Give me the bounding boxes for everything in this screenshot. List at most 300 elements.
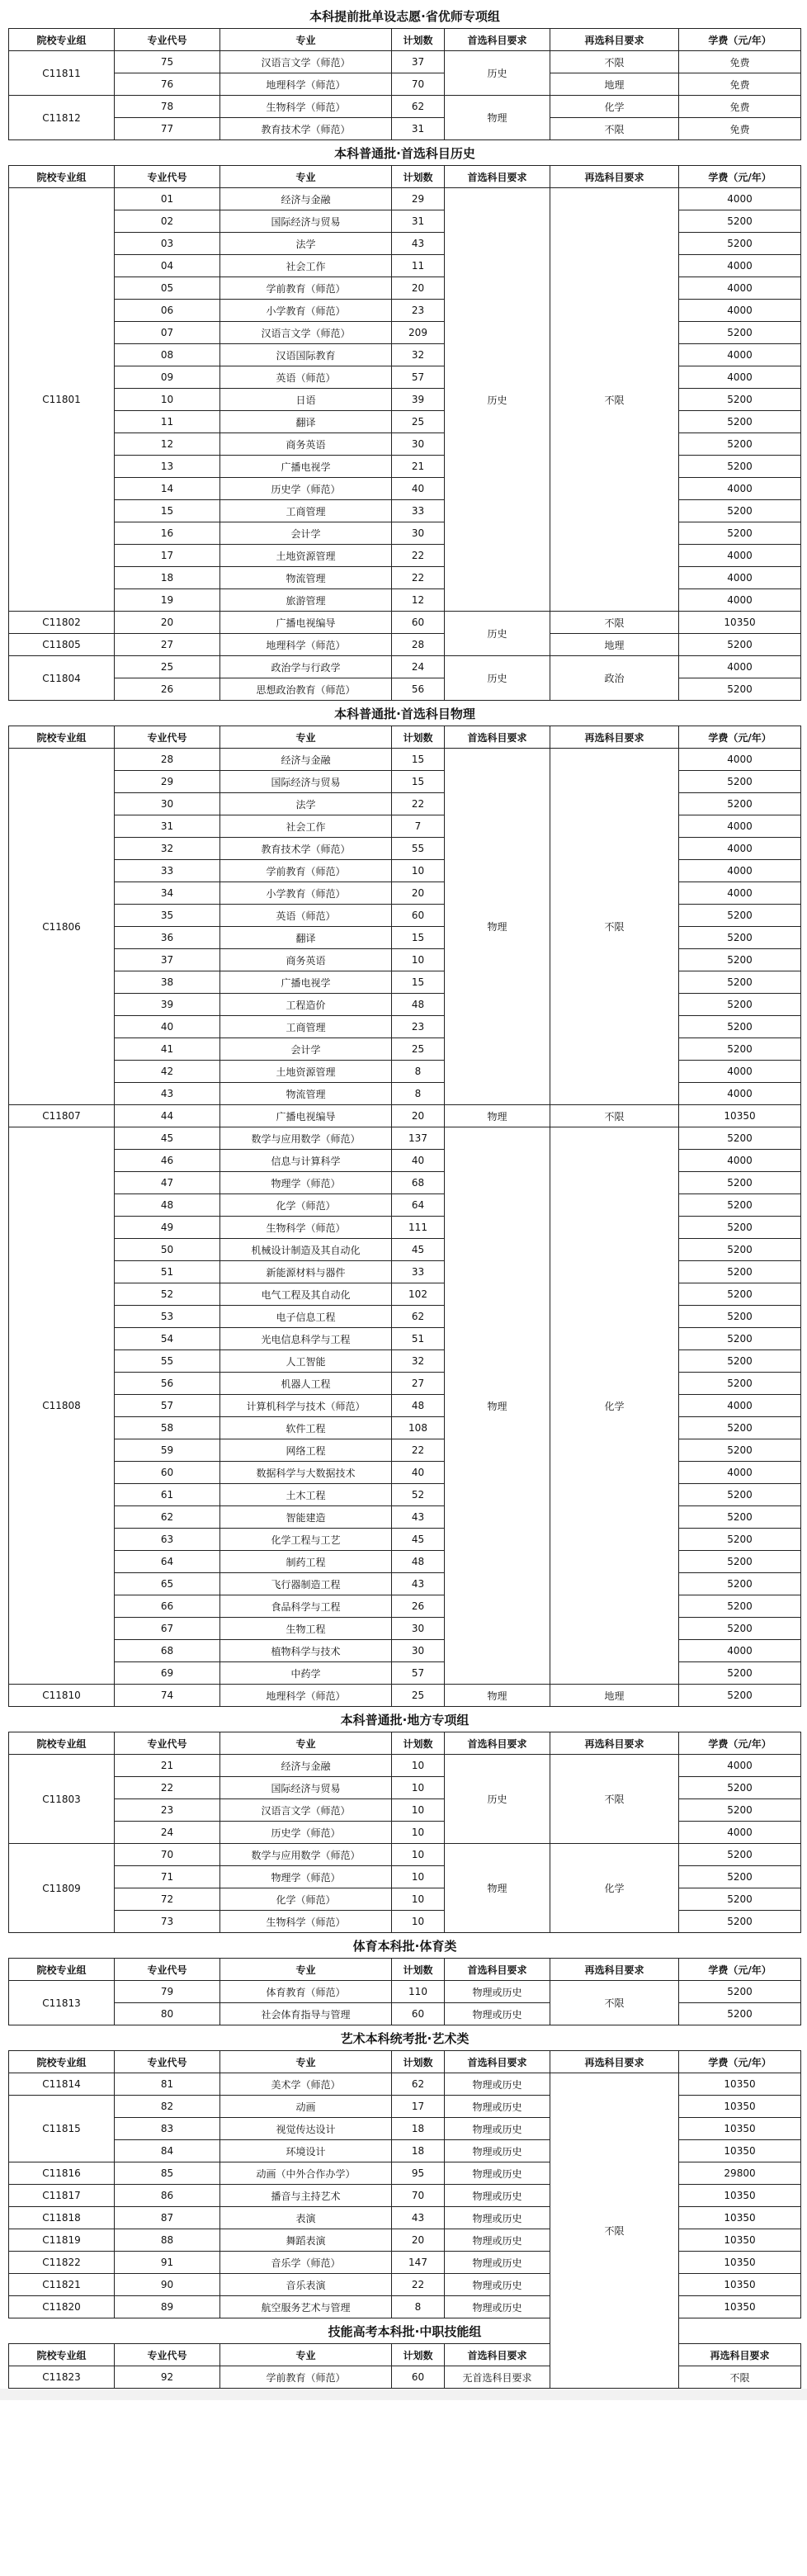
header-first-subject: 首选科目要求 [445, 1959, 550, 1981]
major-code-cell: 91 [115, 2252, 220, 2274]
major-code-cell: 12 [115, 433, 220, 456]
table-row [9, 1462, 801, 1484]
tuition-cell: 5200 [679, 1506, 801, 1529]
section-title-row [9, 1707, 801, 1732]
major-code-cell: 15 [115, 500, 220, 522]
major-name-cell: 汉语国际教育 [220, 344, 392, 366]
table-row [9, 1439, 801, 1462]
major-name-cell: 政治学与行政学 [220, 656, 392, 678]
major-code-cell: 49 [115, 1217, 220, 1239]
table-row [9, 500, 801, 522]
plan-count-cell: 108 [392, 1417, 445, 1439]
tuition-cell: 5200 [679, 1261, 801, 1283]
table-row [9, 1551, 801, 1573]
major-code-cell: 54 [115, 1328, 220, 1350]
major-name-cell: 生物工程 [220, 1618, 392, 1640]
tuition-cell: 5200 [679, 210, 801, 233]
plan-count-cell: 40 [392, 1150, 445, 1172]
second-subject-cell: 不限 [550, 749, 679, 1105]
tuition-cell: 5200 [679, 1127, 801, 1150]
tuition-cell: 5200 [679, 1866, 801, 1888]
section-title-row [9, 3, 801, 29]
table-row [9, 522, 801, 545]
second-subject-cell: 不限 [679, 2366, 801, 2389]
first-subject-cell: 历史 [445, 656, 550, 701]
major-name-cell: 表演 [220, 2207, 392, 2229]
table-row [9, 1640, 801, 1662]
major-code-cell: 32 [115, 838, 220, 860]
tuition-cell: 4000 [679, 366, 801, 389]
major-code-cell: 81 [115, 2073, 220, 2096]
header-first-subject: 首选科目要求 [445, 726, 550, 749]
major-name-cell: 广播电视编导 [220, 1105, 392, 1127]
major-name-cell: 化学（师范） [220, 1888, 392, 1911]
table-row [9, 1755, 801, 1777]
major-name-cell: 新能源材料与器件 [220, 1261, 392, 1283]
major-name-cell: 智能建造 [220, 1506, 392, 1529]
first-subject-cell: 物理或历史 [445, 2185, 550, 2207]
major-name-cell: 物流管理 [220, 1083, 392, 1105]
tuition-cell: 10350 [679, 2118, 801, 2140]
tuition-cell: 5200 [679, 634, 801, 656]
plan-count-cell: 62 [392, 1306, 445, 1328]
major-code-cell: 41 [115, 1038, 220, 1061]
major-name-cell: 商务英语 [220, 949, 392, 971]
major-code-cell: 48 [115, 1194, 220, 1217]
header-second-subject: 再选科目要求 [550, 726, 679, 749]
table-row [9, 1350, 801, 1373]
header-group-code: 院校专业组 [9, 1959, 115, 1981]
major-code-cell: 10 [115, 389, 220, 411]
tuition-cell: 4000 [679, 1150, 801, 1172]
header-tuition: 学费（元/年） [679, 726, 801, 749]
table-row [9, 255, 801, 277]
major-name-cell: 植物科学与技术 [220, 1640, 392, 1662]
plan-count-cell: 8 [392, 1061, 445, 1083]
first-subject-cell: 物理或历史 [445, 2274, 550, 2296]
header-major-code: 专业代号 [115, 2344, 220, 2366]
table-row [9, 971, 801, 994]
major-name-cell: 英语（师范） [220, 366, 392, 389]
major-name-cell: 网络工程 [220, 1439, 392, 1462]
tuition-cell: 4000 [679, 300, 801, 322]
table-row [9, 1016, 801, 1038]
major-code-cell: 35 [115, 905, 220, 927]
tuition-cell: 5200 [679, 1618, 801, 1640]
second-subject-cell: 不限 [550, 2073, 679, 2389]
major-code-cell: 61 [115, 1484, 220, 1506]
plan-count-cell: 57 [392, 366, 445, 389]
major-name-cell: 地理科学（师范） [220, 73, 392, 96]
table-row [9, 2162, 801, 2185]
plan-count-cell: 26 [392, 1595, 445, 1618]
second-subject-cell: 地理 [550, 73, 679, 96]
plan-count-cell: 60 [392, 905, 445, 927]
table-row [9, 2207, 801, 2229]
table-row [9, 2274, 801, 2296]
plan-count-cell: 20 [392, 1105, 445, 1127]
tuition-cell: 4000 [679, 838, 801, 860]
tuition-cell: 5200 [679, 905, 801, 927]
table-row [9, 210, 801, 233]
plan-count-cell: 20 [392, 277, 445, 300]
plan-count-cell: 147 [392, 2252, 445, 2274]
major-name-cell: 飞行器制造工程 [220, 1573, 392, 1595]
tuition-cell: 5200 [679, 1350, 801, 1373]
plan-count-cell: 52 [392, 1484, 445, 1506]
plan-count-cell: 10 [392, 1911, 445, 1933]
tuition-cell: 5200 [679, 411, 801, 433]
plan-count-cell: 48 [392, 1551, 445, 1573]
group-code-cell: C11802 [9, 612, 115, 634]
plan-count-cell: 111 [392, 1217, 445, 1239]
tuition-cell: 10350 [679, 2207, 801, 2229]
table-row [9, 1194, 801, 1217]
major-name-cell: 工商管理 [220, 500, 392, 522]
major-code-cell: 37 [115, 949, 220, 971]
plan-count-cell: 43 [392, 233, 445, 255]
major-code-cell: 33 [115, 860, 220, 882]
major-code-cell: 18 [115, 567, 220, 589]
plan-count-cell: 60 [392, 2366, 445, 2389]
major-code-cell: 83 [115, 2118, 220, 2140]
table-row [9, 927, 801, 949]
table-row [9, 771, 801, 793]
tuition-cell: 5200 [679, 1981, 801, 2003]
major-code-cell: 40 [115, 1016, 220, 1038]
tuition-cell: 10350 [679, 1105, 801, 1127]
tuition-cell: 5200 [679, 971, 801, 994]
tuition-cell: 4000 [679, 1395, 801, 1417]
plan-count-cell: 102 [392, 1283, 445, 1306]
table-row [9, 1239, 801, 1261]
major-code-cell: 64 [115, 1551, 220, 1573]
major-name-cell: 生物科学（师范） [220, 1911, 392, 1933]
table-row [9, 433, 801, 456]
header-major-code: 专业代号 [115, 1959, 220, 1981]
tuition-cell: 4000 [679, 1083, 801, 1105]
major-code-cell: 75 [115, 51, 220, 73]
major-code-cell: 03 [115, 233, 220, 255]
header-row [9, 2344, 801, 2366]
major-code-cell: 38 [115, 971, 220, 994]
plan-count-cell: 68 [392, 1172, 445, 1194]
section-title: 本科普通批·首选科目物理 [334, 706, 475, 721]
plan-count-cell: 56 [392, 678, 445, 701]
plan-count-cell: 57 [392, 1662, 445, 1685]
major-code-cell: 01 [115, 188, 220, 210]
header-plan-count: 计划数 [392, 29, 445, 51]
plan-count-cell: 62 [392, 2073, 445, 2096]
tuition-cell: 4000 [679, 656, 801, 678]
group-code-cell: C11822 [9, 2252, 115, 2274]
plan-count-cell: 33 [392, 1261, 445, 1283]
plan-count-cell: 27 [392, 1373, 445, 1395]
plan-count-cell: 20 [392, 2229, 445, 2252]
table-row [9, 612, 801, 634]
plan-count-cell: 10 [392, 860, 445, 882]
header-first-subject: 首选科目要求 [445, 1732, 550, 1755]
major-code-cell: 69 [115, 1662, 220, 1685]
plan-count-cell: 24 [392, 656, 445, 678]
second-subject-cell: 不限 [550, 1981, 679, 2025]
second-subject-cell: 化学 [550, 1127, 679, 1685]
major-code-cell: 67 [115, 1618, 220, 1640]
plan-count-cell: 23 [392, 1016, 445, 1038]
header-plan-count: 计划数 [392, 2344, 445, 2366]
tuition-cell: 5200 [679, 1573, 801, 1595]
major-name-cell: 历史学（师范） [220, 478, 392, 500]
table-row [9, 1777, 801, 1799]
plan-count-cell: 25 [392, 411, 445, 433]
table-row [9, 860, 801, 882]
major-name-cell: 广播电视学 [220, 456, 392, 478]
major-code-cell: 14 [115, 478, 220, 500]
tuition-cell: 5200 [679, 1038, 801, 1061]
first-subject-cell: 物理 [445, 1844, 550, 1933]
table-row [9, 793, 801, 815]
tuition-cell: 5200 [679, 1239, 801, 1261]
plan-count-cell: 40 [392, 1462, 445, 1484]
tuition-cell: 4000 [679, 1822, 801, 1844]
major-name-cell: 中药学 [220, 1662, 392, 1685]
major-name-cell: 视觉传达设计 [220, 2118, 392, 2140]
table-row [9, 96, 801, 118]
section-title-row [9, 140, 801, 166]
group-code-cell: C11806 [9, 749, 115, 1105]
plan-count-cell: 39 [392, 389, 445, 411]
table-row [9, 2073, 801, 2096]
group-code-cell: C11815 [9, 2096, 115, 2162]
major-name-cell: 舞蹈表演 [220, 2229, 392, 2252]
major-name-cell: 翻译 [220, 927, 392, 949]
major-code-cell: 27 [115, 634, 220, 656]
tuition-cell: 5200 [679, 1016, 801, 1038]
major-code-cell: 80 [115, 2003, 220, 2025]
table-row [9, 277, 801, 300]
table-row [9, 51, 801, 73]
major-code-cell: 24 [115, 1822, 220, 1844]
tuition-cell: 4000 [679, 344, 801, 366]
tuition-cell: 5200 [679, 1439, 801, 1462]
tuition-cell: 5200 [679, 456, 801, 478]
major-code-cell: 39 [115, 994, 220, 1016]
tuition-cell: 5200 [679, 1799, 801, 1822]
header-second-subject: 再选科目要求 [550, 29, 679, 51]
major-code-cell: 05 [115, 277, 220, 300]
major-code-cell: 60 [115, 1462, 220, 1484]
first-subject-cell: 物理或历史 [445, 2140, 550, 2162]
table-row [9, 1061, 801, 1083]
plan-count-cell: 22 [392, 567, 445, 589]
major-code-cell: 70 [115, 1844, 220, 1866]
major-name-cell: 制药工程 [220, 1551, 392, 1573]
major-code-cell: 26 [115, 678, 220, 701]
plan-count-cell: 10 [392, 1822, 445, 1844]
tuition-cell: 4000 [679, 277, 801, 300]
major-name-cell: 汉语言文学（师范） [220, 1799, 392, 1822]
table-row [9, 1217, 801, 1239]
table-row [9, 749, 801, 771]
tuition-cell: 5200 [679, 1529, 801, 1551]
table-row [9, 344, 801, 366]
first-subject-cell: 物理或历史 [445, 2073, 550, 2096]
major-name-cell: 软件工程 [220, 1417, 392, 1439]
tuition-cell: 5200 [679, 1194, 801, 1217]
major-code-cell: 58 [115, 1417, 220, 1439]
major-name-cell: 商务英语 [220, 433, 392, 456]
second-subject-cell: 不限 [550, 188, 679, 612]
tuition-cell: 4000 [679, 188, 801, 210]
major-code-cell: 86 [115, 2185, 220, 2207]
major-code-cell: 77 [115, 118, 220, 140]
table-row [9, 2366, 801, 2389]
table-row [9, 300, 801, 322]
header-major-code: 专业代号 [115, 2051, 220, 2073]
plan-count-cell: 22 [392, 545, 445, 567]
tuition-cell: 4000 [679, 815, 801, 838]
major-name-cell: 土地资源管理 [220, 545, 392, 567]
plan-count-cell: 45 [392, 1239, 445, 1261]
major-code-cell: 84 [115, 2140, 220, 2162]
major-code-cell: 28 [115, 749, 220, 771]
table-row [9, 2096, 801, 2118]
plan-count-cell: 43 [392, 1573, 445, 1595]
major-code-cell: 53 [115, 1306, 220, 1328]
group-code-cell: C11804 [9, 656, 115, 701]
group-code-cell: C11812 [9, 96, 115, 140]
major-code-cell: 31 [115, 815, 220, 838]
major-name-cell: 经济与金融 [220, 188, 392, 210]
major-code-cell: 11 [115, 411, 220, 433]
table-row [9, 456, 801, 478]
table-row [9, 366, 801, 389]
major-name-cell: 土木工程 [220, 1484, 392, 1506]
major-code-cell: 45 [115, 1127, 220, 1150]
group-code-cell: C11819 [9, 2229, 115, 2252]
table-row [9, 1150, 801, 1172]
header-second-subject: 再选科目要求 [550, 166, 679, 188]
plan-count-cell: 10 [392, 1866, 445, 1888]
plan-count-cell: 30 [392, 522, 445, 545]
major-name-cell: 工程造价 [220, 994, 392, 1016]
major-code-cell: 68 [115, 1640, 220, 1662]
plan-count-cell: 209 [392, 322, 445, 344]
tuition-cell: 5200 [679, 1911, 801, 1933]
tuition-cell: 4000 [679, 882, 801, 905]
tuition-cell: 5200 [679, 1172, 801, 1194]
plan-count-cell: 7 [392, 815, 445, 838]
header-row [9, 726, 801, 749]
group-code-cell: C11823 [9, 2366, 115, 2389]
tuition-cell: 5200 [679, 1306, 801, 1328]
major-code-cell: 55 [115, 1350, 220, 1373]
major-code-cell: 57 [115, 1395, 220, 1417]
tuition-cell: 免费 [679, 73, 801, 96]
major-name-cell: 国际经济与贸易 [220, 771, 392, 793]
header-group-code: 院校专业组 [9, 29, 115, 51]
section-title-row [9, 1933, 801, 1959]
table-row [9, 589, 801, 612]
header-group-code: 院校专业组 [9, 2051, 115, 2073]
major-code-cell: 78 [115, 96, 220, 118]
major-name-cell: 会计学 [220, 1038, 392, 1061]
plan-count-cell: 30 [392, 433, 445, 456]
major-name-cell: 社会工作 [220, 255, 392, 277]
table-row [9, 1662, 801, 1685]
header-tuition: 学费（元/年） [679, 1959, 801, 1981]
major-name-cell: 国际经济与贸易 [220, 1777, 392, 1799]
major-code-cell: 17 [115, 545, 220, 567]
tuition-cell: 5200 [679, 1888, 801, 1911]
tuition-cell: 4000 [679, 1061, 801, 1083]
tuition-cell: 免费 [679, 118, 801, 140]
table-row [9, 2185, 801, 2207]
tuition-cell: 4000 [679, 567, 801, 589]
table-row [9, 1529, 801, 1551]
first-subject-cell: 物理或历史 [445, 2207, 550, 2229]
plan-count-cell: 70 [392, 2185, 445, 2207]
group-code-cell: C11811 [9, 51, 115, 96]
major-name-cell: 汉语言文学（师范） [220, 322, 392, 344]
major-code-cell: 56 [115, 1373, 220, 1395]
plan-count-cell: 22 [392, 793, 445, 815]
group-code-cell: C11810 [9, 1685, 115, 1707]
tuition-cell: 10350 [679, 2073, 801, 2096]
first-subject-cell: 物理 [445, 96, 550, 140]
major-code-cell: 43 [115, 1083, 220, 1105]
major-name-cell: 信息与计算科学 [220, 1150, 392, 1172]
tuition-cell: 29800 [679, 2162, 801, 2185]
major-name-cell: 小学教育（师范） [220, 882, 392, 905]
major-name-cell: 广播电视编导 [220, 612, 392, 634]
table-row [9, 2252, 801, 2274]
major-name-cell: 广播电视学 [220, 971, 392, 994]
first-subject-cell: 物理或历史 [445, 2118, 550, 2140]
table-row [9, 2296, 801, 2318]
plan-count-cell: 15 [392, 771, 445, 793]
plan-count-cell: 11 [392, 255, 445, 277]
header-major-code: 专业代号 [115, 726, 220, 749]
header-tuition: 学费（元/年） [679, 2051, 801, 2073]
plan-count-cell: 95 [392, 2162, 445, 2185]
table-row [9, 233, 801, 255]
major-code-cell: 44 [115, 1105, 220, 1127]
major-code-cell: 65 [115, 1573, 220, 1595]
major-name-cell: 日语 [220, 389, 392, 411]
header-major: 专业 [220, 1732, 392, 1755]
first-subject-cell: 物理或历史 [445, 2162, 550, 2185]
group-code-cell: C11821 [9, 2274, 115, 2296]
second-subject-cell: 地理 [550, 1685, 679, 1707]
plan-count-cell: 29 [392, 188, 445, 210]
group-code-cell: C11813 [9, 1981, 115, 2025]
plan-count-cell: 15 [392, 971, 445, 994]
major-name-cell: 学前教育（师范） [220, 860, 392, 882]
tuition-cell: 5200 [679, 1844, 801, 1866]
second-subject-cell: 不限 [550, 612, 679, 634]
plan-count-cell: 30 [392, 1640, 445, 1662]
header-plan-count: 计划数 [392, 2051, 445, 2073]
tuition-cell: 10350 [679, 2274, 801, 2296]
major-name-cell: 旅游管理 [220, 589, 392, 612]
major-code-cell: 90 [115, 2274, 220, 2296]
header-first-subject: 首选科目要求 [445, 2344, 550, 2366]
header-row [9, 29, 801, 51]
table-row [9, 2003, 801, 2025]
major-code-cell: 34 [115, 882, 220, 905]
first-subject-cell: 物理 [445, 1105, 550, 1127]
